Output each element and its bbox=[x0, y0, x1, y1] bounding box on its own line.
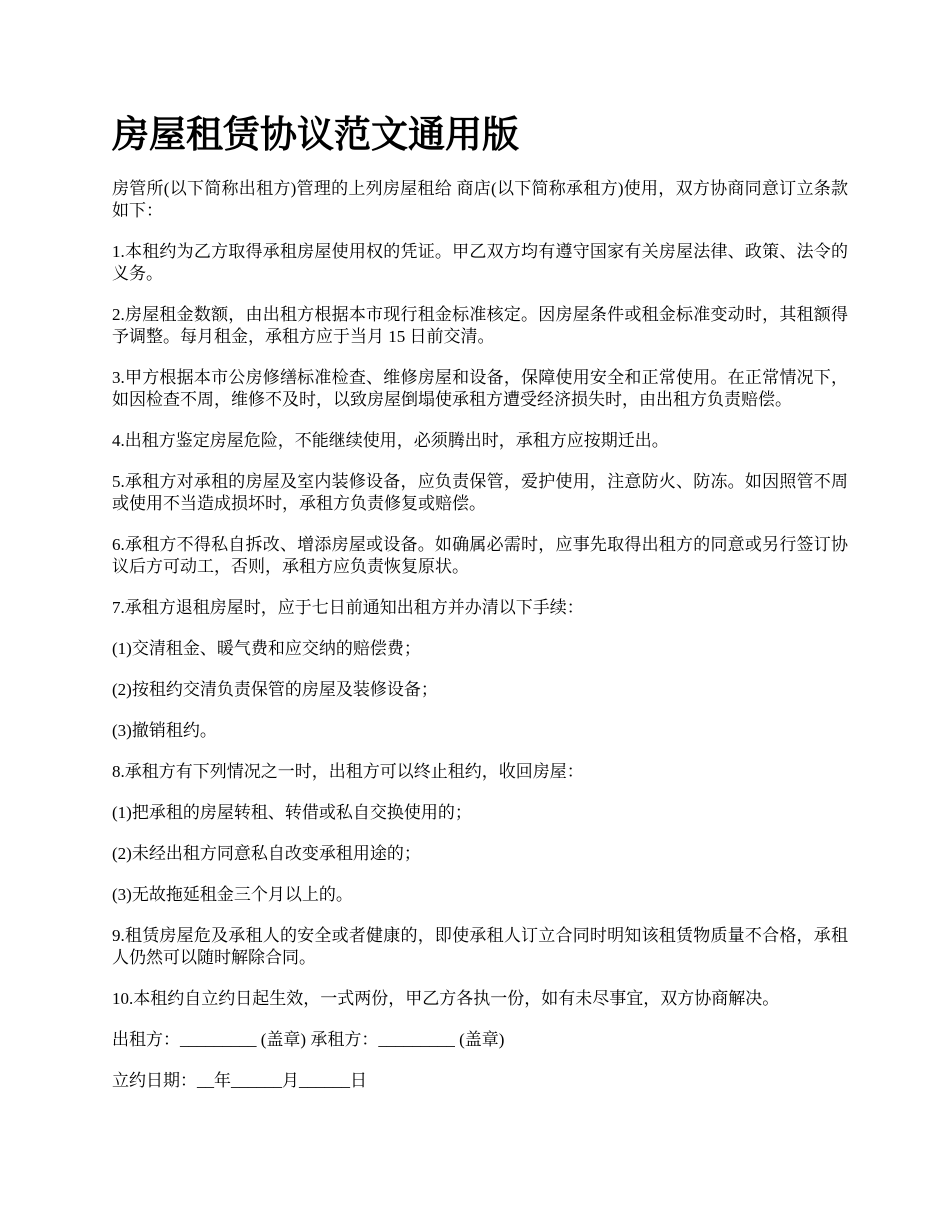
clause-6: 6.承租方不得私自拆改、增添房屋或设备。如确属必需时，应事先取得出租方的同意或另行签订协议后方可动工，否则，承租方应负责恢复原状。 bbox=[112, 535, 848, 576]
clause-7-item-3: (3)撤销租约。 bbox=[112, 721, 217, 740]
clause-5: 5.承租方对承租的房屋及室内装修设备，应负责保管，爱护使用，注意防火、防冻。如因照管不周或使用不当造成损坏时，承租方负责修复或赔偿。 bbox=[112, 472, 848, 513]
clause-4: 4.出租方鉴定房屋危险，不能继续使用，必须腾出时，承租方应按期迁出。 bbox=[112, 431, 669, 450]
clause-9: 9.租赁房屋危及承租人的安全或者健康的，即使承租人订立合同时明知该租赁物质量不合格，承租人仍然可以随时解除合同。 bbox=[112, 926, 848, 967]
clause-7: 7.承租方退租房屋时，应于七日前通知出租方并办清以下手续： bbox=[112, 598, 584, 617]
intro-paragraph: 房管所(以下简称出租方)管理的上列房屋租给 商店(以下简称承租方)使用，双方协商同意订立条款如下： bbox=[112, 179, 848, 220]
clause-8-item-2: (2)未经出租方同意私自改变承租用途的； bbox=[112, 844, 421, 863]
clause-8-item-1: (1)把承租的房屋转租、转借或私自交换使用的； bbox=[112, 803, 472, 822]
clause-7-item-1: (1)交清租金、暖气费和应交纳的赔偿费； bbox=[112, 639, 421, 658]
date-line: 立约日期：__年______月______日 bbox=[112, 1071, 367, 1090]
clause-1: 1.本租约为乙方取得承租房屋使用权的凭证。甲乙双方均有遵守国家有关房屋法律、政策、法令的义务。 bbox=[112, 242, 848, 283]
clause-2: 2.房屋租金数额，由出租方根据本市现行租金标准核定。因房屋条件或租金标准变动时，其租额得予调整。每月租金，承租方应于当月 15 日前交清。 bbox=[112, 305, 848, 346]
signature-line: 出租方：_________ (盖章) 承租方：_________ (盖章) bbox=[112, 1030, 505, 1049]
clause-3: 3.甲方根据本市公房修缮标准检查、维修房屋和设备，保障使用安全和正常使用。在正常情况下，如因检查不周，维修不及时，以致房屋倒塌使承租方遭受经济损失时，由出租方负责赔偿。 bbox=[112, 368, 848, 409]
document-body bbox=[112, 178, 848, 1111]
clause-10: 10.本租约自立约日起生效，一式两份，甲乙方各执一份，如有未尽事宜，双方协商解决。 bbox=[112, 989, 780, 1008]
clause-8-item-3: (3)无故拖延租金三个月以上的。 bbox=[112, 885, 353, 904]
clause-7-item-2: (2)按租约交清负责保管的房屋及装修设备； bbox=[112, 680, 438, 699]
document-title: 房屋租赁协议范文通用版 bbox=[112, 115, 519, 156]
clause-8: 8.承租方有下列情况之一时，出租方可以终止租约，收回房屋： bbox=[112, 762, 584, 781]
